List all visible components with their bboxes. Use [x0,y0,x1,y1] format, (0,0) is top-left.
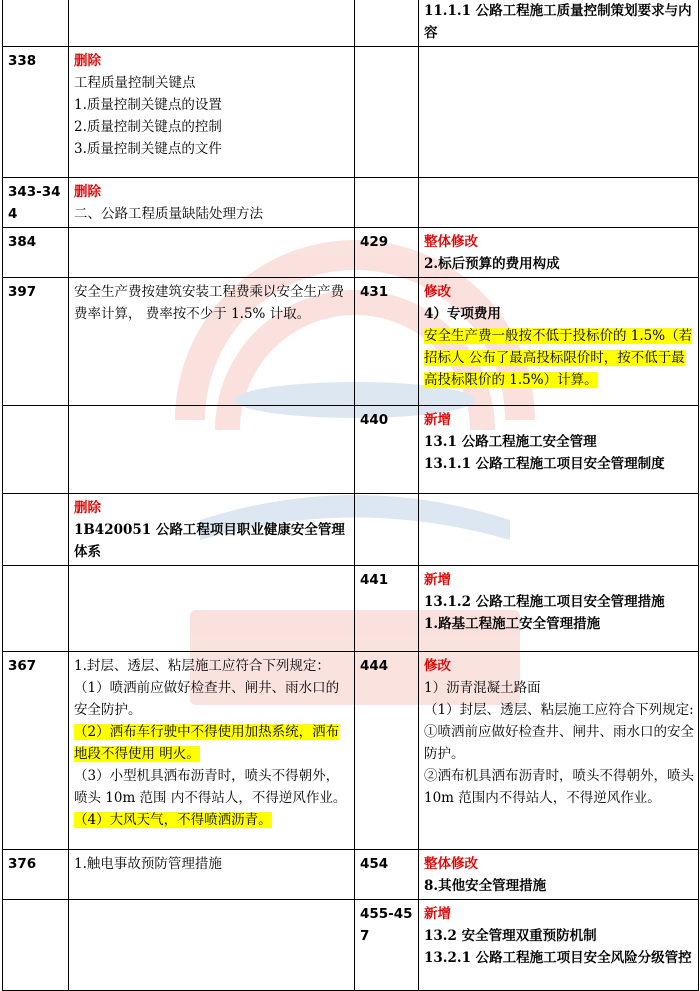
old-content-cell [69,566,355,652]
table-row [3,406,699,494]
new-content-line: 整体修改 [424,856,478,872]
new-page-cell [355,494,419,566]
new-content-line: 13.2.1 公路工程施工项目安全风险分级管控 [424,950,692,966]
new-content-line: ②洒布机具洒布沥青时，喷头不得朝外，喷头 10m 范围内不得站人，不得逆风作业。 [424,768,694,806]
new-content-cell [419,494,699,566]
old-content-cell [69,652,355,850]
old-content-line: 2.质量控制关键点的控制 [74,119,222,135]
revision-comparison-table [2,0,699,991]
old-content-line: 删除 [74,500,101,516]
new-content-line: 8.其他安全管理措施 [424,878,547,894]
old-page-cell: 367 [3,652,69,850]
new-page-cell [355,47,419,178]
old-content-line: 1.质量控制关键点的设置 [74,97,222,113]
table-row [3,494,699,566]
new-content-line: 13.1.1 公路工程施工项目安全管理制度 [424,456,665,472]
old-content-cell [69,406,355,494]
old-content-cell [69,0,355,47]
new-content-line: 2.标后预算的费用构成 [424,256,560,272]
new-content-line [424,325,694,391]
new-content-cell [419,228,699,278]
new-content-line: 13.2 安全管理双重预防机制 [424,928,597,944]
old-content-line: 删除 [74,184,101,200]
table-row [3,566,699,652]
old-content-cell [69,494,355,566]
new-content-line: 新增 [424,412,451,428]
old-content-cell [69,47,355,178]
new-page-cell [355,178,419,228]
highlighted-text: （2）洒布车行驶中不得使用加热系统，洒布地段不得使用 明火。 [74,724,340,762]
highlighted-text: 安全生产费一般按不低于投标价的 1.5%（若招标人 公布了最高投标限价时，按不低于最高投标限价的 1.5%）计算。 [424,328,693,388]
new-content-line: 13.1 公路工程施工安全管理 [424,434,597,450]
table-row [3,0,699,47]
new-content-cell [419,850,699,900]
old-page-cell [3,0,69,47]
new-content-cell [419,0,699,47]
old-content-cell [69,850,355,900]
old-page-cell: 343-344 [3,178,69,228]
new-page-cell: 444 [355,652,419,850]
old-content-line: 删除 [74,53,101,69]
new-page-cell: 440 [355,406,419,494]
old-content-line: 3.质量控制关键点的文件 [74,141,222,157]
new-content-cell [419,47,699,178]
new-page-cell: 429 [355,228,419,278]
old-content-cell [69,178,355,228]
new-page-cell: 441 [355,566,419,652]
new-content-cell [419,178,699,228]
new-content-line: ①喷洒前应做好检查井、闸井、雨水口的安全防护。 [424,724,694,762]
new-page-cell: 454 [355,850,419,900]
new-page-cell: 455-457 [355,900,419,991]
table-row [3,652,699,850]
new-content-line: 新增 [424,572,451,588]
old-page-cell [3,494,69,566]
new-content-cell [419,406,699,494]
old-content-line: 1B420051 公路工程项目职业健康安全管理体系 [74,522,345,560]
table-row [3,228,699,278]
new-content-line: 13.1.2 公路工程施工项目安全管理措施 [424,594,665,610]
old-page-cell [3,406,69,494]
old-content-line: （1）喷洒前应做好检查井、闸井、雨水口的安全防护。 [74,680,340,718]
new-content-line: （1）封层、透层、粘层施工应符合下列规定: [424,702,694,718]
old-content-cell [69,228,355,278]
old-content-line: 二、公路工程质量缺陆处理方法 [74,206,263,222]
old-page-cell: 376 [3,850,69,900]
new-content-cell [419,566,699,652]
old-content-line [74,809,350,831]
old-page-cell: 397 [3,278,69,406]
table-row [3,850,699,900]
old-page-cell [3,566,69,652]
new-content-line: 新增 [424,906,451,922]
old-content-line [74,721,350,765]
new-content-cell [419,278,699,406]
new-content-line: 11.1.1 公路工程施工质量控制策划要求与内容 [424,3,692,41]
table-row [3,178,699,228]
new-content-line: 1）沥青混凝土路面 [424,680,541,696]
new-page-cell [355,0,419,47]
old-page-cell: 338 [3,47,69,178]
old-page-cell: 384 [3,228,69,278]
old-content-cell [69,278,355,406]
old-content-line: 工程质量控制关键点 [74,75,196,91]
new-content-line: 4）专项费用 [424,306,501,322]
old-content-line: 安全生产费按建筑安装工程费乘以安全生产费费率计算， 费率按不少于 1.5% 计取。 [74,284,344,322]
table-row [3,278,699,406]
new-content-line: 修改 [424,284,451,300]
new-content-line: 修改 [424,658,451,674]
new-content-cell [419,652,699,850]
old-content-line: 1.封层、透层、粘层施工应符合下列规定： [74,658,330,674]
old-content-line: （3）小型机具洒布沥青时，喷头不得朝外，喷头 10m 范围 内不得站人，不得逆风作业。 [74,768,347,806]
table-row [3,47,699,178]
old-content-line: 1.触电事故预防管理措施 [74,856,222,872]
new-page-cell: 431 [355,278,419,406]
new-content-line: 1.路基工程施工安全管理措施 [424,616,601,632]
highlighted-text: （4）大风天气，不得喷洒沥青。 [74,812,272,828]
new-content-line: 整体修改 [424,234,478,250]
